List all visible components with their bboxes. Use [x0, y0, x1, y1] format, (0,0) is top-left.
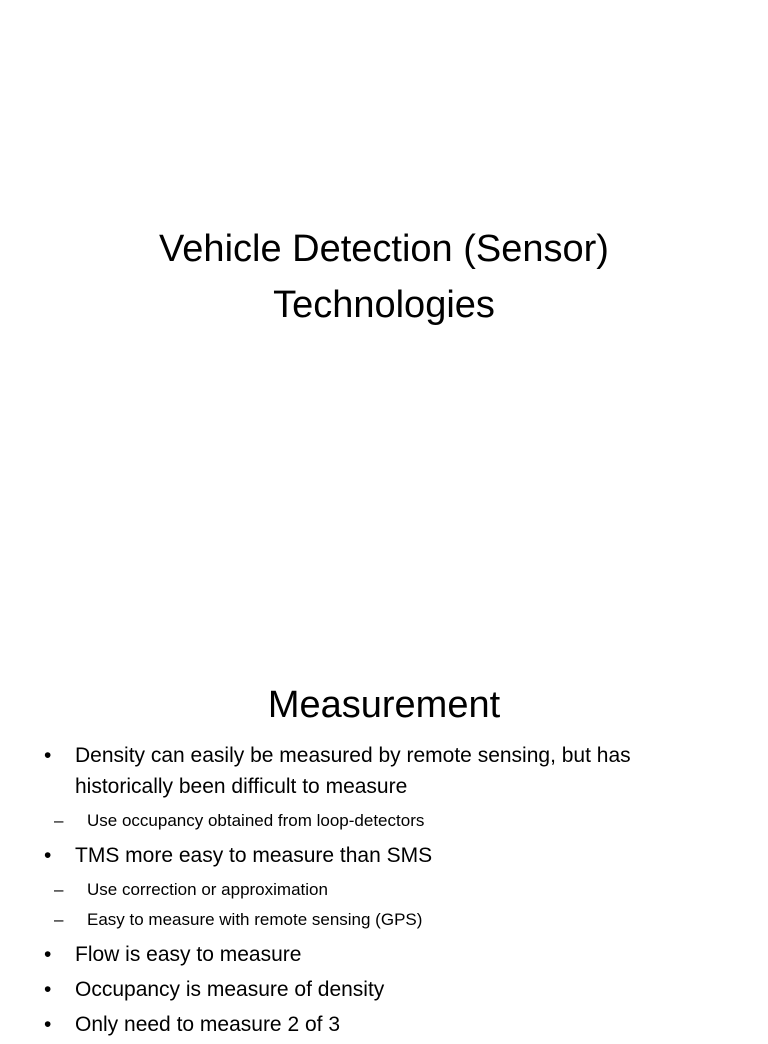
slide-title-line-2: Technologies [273, 284, 495, 327]
bullet-item-flow [44, 939, 708, 970]
sub-bullet-item: – Use occupancy obtained from loop-detectors [54, 806, 708, 836]
sub-bullet-item: – Use correction or approximation [54, 875, 708, 905]
bullet-text: • Density can easily be measured by remote sensing, but has historically been difficult to measure [44, 740, 708, 802]
measurement-slide [0, 600, 768, 1036]
bullet-item-occupancy [44, 974, 708, 1005]
bullet-text: • Occupancy is measure of density [44, 974, 708, 1005]
bullet-item-density [44, 740, 708, 836]
bullet-item-two-of-three [44, 1009, 708, 1040]
slide-title [40, 221, 728, 333]
sub-bullet-list [44, 806, 708, 836]
bullet-item-tms [44, 840, 708, 935]
bullet-text: • Only need to measure 2 of 3 [44, 1009, 708, 1040]
sub-bullet-item: – Easy to measure with remote sensing (GPS) [54, 905, 708, 935]
bullet-list [44, 740, 708, 1044]
bullet-text: • Flow is easy to measure [44, 939, 708, 970]
measurement-title: Measurement [267, 683, 501, 726]
slide-title-line-1: Vehicle Detection (Sensor) [159, 228, 609, 271]
bullet-text: • TMS more easy to measure than SMS [44, 840, 708, 871]
sub-bullet-list [44, 875, 708, 935]
